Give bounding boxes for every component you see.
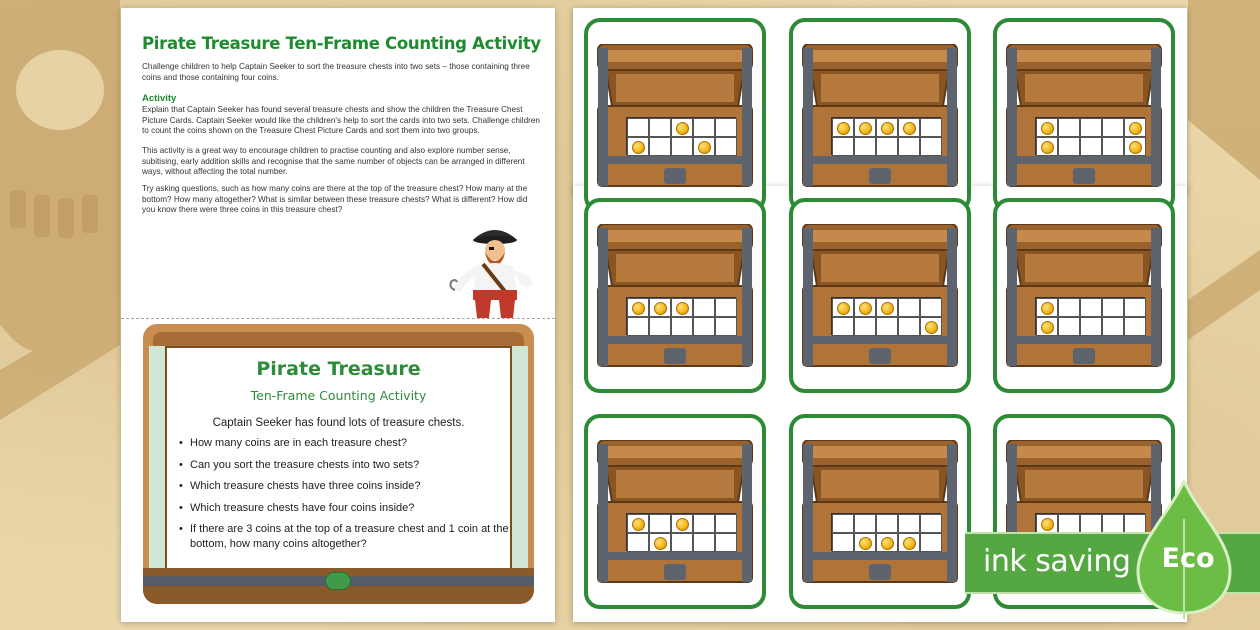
info-panel xyxy=(165,346,512,583)
gold-coin-icon xyxy=(859,302,872,315)
ten-frame-cell xyxy=(898,533,920,552)
panel-lead: Captain Seeker has found lots of treasure chests. xyxy=(212,417,465,429)
ten-frame-cell xyxy=(1058,317,1080,336)
ten-frame-cell xyxy=(649,317,671,336)
ten-frame-cell xyxy=(671,514,693,533)
ten-frame-cell xyxy=(854,533,876,552)
gold-coin-icon xyxy=(676,518,689,531)
ten-frame-cell xyxy=(854,118,876,137)
ten-frame-cell xyxy=(1058,514,1080,533)
ten-frame-cell xyxy=(693,298,715,317)
gold-coin-icon xyxy=(859,537,872,550)
ten-frame-cell xyxy=(693,533,715,552)
ten-frame-cell xyxy=(693,118,715,137)
activity-paragraph-3: Try asking questions, such as how many coins are there at the top of the treasure chest? How many at the bottom? How many altogether? What is similar between these treasure chests? What is different? How did you know there were three coins in this treasure chest? xyxy=(142,184,528,215)
ten-frame-cell xyxy=(898,137,920,156)
chest-card-2 xyxy=(789,18,971,213)
ten-frame xyxy=(626,513,736,551)
intro-text: Challenge children to help Captain Seeker to sort the treasure chests into two sets – those containing three coins and those containing four coins. xyxy=(142,62,530,82)
ten-frame-cell xyxy=(898,514,920,533)
ten-frame-cell xyxy=(876,137,898,156)
gold-coin-icon xyxy=(837,122,850,135)
ten-frame-cell xyxy=(854,514,876,533)
ten-frame xyxy=(831,513,941,551)
chest-card-5 xyxy=(789,198,971,393)
ten-frame-cell xyxy=(1036,514,1058,533)
ten-frame-cell xyxy=(920,317,942,336)
ten-frame-cell xyxy=(1036,317,1058,336)
chest-card-4 xyxy=(584,198,766,393)
ten-frame-cell xyxy=(854,298,876,317)
ten-frame-cell xyxy=(876,514,898,533)
ten-frame-cell xyxy=(876,533,898,552)
chest-card-6 xyxy=(993,198,1175,393)
ten-frame xyxy=(626,297,736,335)
question-item: • If there are 3 coins at the top of a treasure chest and 1 coin at the bottom, how many coins altogether? xyxy=(179,522,509,552)
question-item: • Which treasure chests have four coins inside? xyxy=(179,501,509,516)
ten-frame-cell xyxy=(671,118,693,137)
ten-frame-cell xyxy=(1036,298,1058,317)
ten-frame-cell xyxy=(1124,317,1146,336)
ten-frame-cell xyxy=(627,533,649,552)
gold-coin-icon xyxy=(632,302,645,315)
ten-frame-cell xyxy=(1080,298,1102,317)
chest-card-1 xyxy=(584,18,766,213)
ten-frame-cell xyxy=(832,317,854,336)
ten-frame-cell xyxy=(715,298,737,317)
chest-lock-icon xyxy=(325,572,351,590)
gold-coin-icon xyxy=(1041,302,1054,315)
ten-frame-cell xyxy=(715,514,737,533)
ten-frame-cell xyxy=(920,118,942,137)
question-item: • How many coins are in each treasure chest? xyxy=(179,436,509,451)
ten-frame-cell xyxy=(715,137,737,156)
info-card xyxy=(143,324,534,604)
ten-frame-cell xyxy=(627,137,649,156)
ten-frame-cell xyxy=(1102,298,1124,317)
ten-frame-cell xyxy=(1058,137,1080,156)
ten-frame-cell xyxy=(693,137,715,156)
ten-frame-cell xyxy=(627,118,649,137)
ten-frame-cell xyxy=(649,298,671,317)
ten-frame-cell xyxy=(1102,137,1124,156)
ten-frame-cell xyxy=(627,298,649,317)
ten-frame-cell xyxy=(898,317,920,336)
gold-coin-icon xyxy=(632,141,645,154)
panel-subtitle: Ten-Frame Counting Activity xyxy=(250,388,427,403)
ten-frame-cell xyxy=(1102,118,1124,137)
ten-frame-cell xyxy=(671,298,693,317)
ten-frame-cell xyxy=(1102,514,1124,533)
question-item: • Which treasure chests have three coins inside? xyxy=(179,479,509,494)
ten-frame-cell xyxy=(920,533,942,552)
gold-coin-icon xyxy=(676,302,689,315)
ten-frame-cell xyxy=(876,317,898,336)
chest-card-3 xyxy=(993,18,1175,213)
question-list xyxy=(179,436,509,559)
ten-frame-cell xyxy=(627,317,649,336)
gold-coin-icon xyxy=(903,122,916,135)
ten-frame-cell xyxy=(898,118,920,137)
document-title: Pirate Treasure Ten-Frame Counting Activity xyxy=(142,34,541,53)
gold-coin-icon xyxy=(925,321,938,334)
ten-frame-cell xyxy=(1036,118,1058,137)
ten-frame-cell xyxy=(715,317,737,336)
ten-frame-cell xyxy=(1058,298,1080,317)
gold-coin-icon xyxy=(676,122,689,135)
ink-saving-label: ink saving xyxy=(983,544,1131,579)
ten-frame-cell xyxy=(1036,137,1058,156)
eco-label: Eco xyxy=(1161,543,1215,574)
ten-frame-cell xyxy=(715,533,737,552)
gold-coin-icon xyxy=(881,122,894,135)
ten-frame-cell xyxy=(832,533,854,552)
ten-frame-cell xyxy=(649,118,671,137)
ten-frame-cell xyxy=(649,137,671,156)
gold-coin-icon xyxy=(1041,122,1054,135)
ten-frame-cell xyxy=(693,514,715,533)
ten-frame-cell xyxy=(715,118,737,137)
gold-coin-icon xyxy=(881,302,894,315)
ten-frame-cell xyxy=(1102,317,1124,336)
cut-line xyxy=(121,318,555,319)
ten-frame-cell xyxy=(920,137,942,156)
ten-frame xyxy=(831,297,941,335)
gold-coin-icon xyxy=(1129,122,1142,135)
panel-title: Pirate Treasure xyxy=(256,358,421,380)
ten-frame-cell xyxy=(854,137,876,156)
ten-frame-cell xyxy=(920,514,942,533)
chest-card-7 xyxy=(584,414,766,609)
gold-coin-icon xyxy=(881,537,894,550)
ten-frame-cell xyxy=(1080,317,1102,336)
activity-heading: Activity xyxy=(142,93,177,104)
ten-frame-cell xyxy=(1124,298,1146,317)
ten-frame xyxy=(1035,117,1145,155)
ten-frame-cell xyxy=(832,514,854,533)
gold-coin-icon xyxy=(903,537,916,550)
gold-coin-icon xyxy=(654,537,667,550)
gold-coin-icon xyxy=(1129,141,1142,154)
ten-frame-cell xyxy=(671,137,693,156)
gold-coin-icon xyxy=(698,141,711,154)
ten-frame-cell xyxy=(876,298,898,317)
ten-frame-cell xyxy=(920,298,942,317)
gold-coin-icon xyxy=(837,302,850,315)
ten-frame-cell xyxy=(649,514,671,533)
ten-frame-cell xyxy=(693,317,715,336)
ten-frame xyxy=(626,117,736,155)
ten-frame-cell xyxy=(1080,514,1102,533)
ten-frame-cell xyxy=(876,118,898,137)
ten-frame-cell xyxy=(1124,118,1146,137)
activity-paragraph-2: This activity is a great way to encourage children to practise counting and also explore number sense, subitising, early addition skills and recognise that the same number of objects can be arranged in different ways, without affecting the total number. xyxy=(142,146,525,177)
gold-coin-icon xyxy=(859,122,872,135)
ten-frame-cell xyxy=(1080,118,1102,137)
ten-frame xyxy=(831,117,941,155)
ten-frame-cell xyxy=(854,317,876,336)
ten-frame-cell xyxy=(627,514,649,533)
ten-frame-cell xyxy=(649,533,671,552)
ten-frame-cell xyxy=(1080,137,1102,156)
gold-coin-icon xyxy=(1041,141,1054,154)
gold-coin-icon xyxy=(654,302,667,315)
ten-frame-cell xyxy=(832,137,854,156)
activity-sheet xyxy=(121,8,555,622)
ten-frame-cell xyxy=(671,317,693,336)
pirate-captain-illustration xyxy=(447,218,543,318)
gold-coin-icon xyxy=(1041,321,1054,334)
ten-frame-cell xyxy=(832,298,854,317)
ten-frame-cell xyxy=(898,298,920,317)
ten-frame xyxy=(1035,297,1145,335)
ten-frame-cell xyxy=(1124,137,1146,156)
gold-coin-icon xyxy=(632,518,645,531)
activity-paragraph-1: Explain that Captain Seeker has found several treasure chests and show the children the Treasure Chest Picture Cards. Captain Seeker would like the children's help to sort the cards into two sets. Challenge children to count the coins shown on the Treasure Chest Picture Cards and sort them into two groups. xyxy=(142,105,540,136)
chest-card-8 xyxy=(789,414,971,609)
gold-coin-icon xyxy=(1041,518,1054,531)
ten-frame-cell xyxy=(832,118,854,137)
ten-frame-cell xyxy=(1058,118,1080,137)
question-item: • Can you sort the treasure chests into two sets? xyxy=(179,458,509,473)
ten-frame-cell xyxy=(671,533,693,552)
